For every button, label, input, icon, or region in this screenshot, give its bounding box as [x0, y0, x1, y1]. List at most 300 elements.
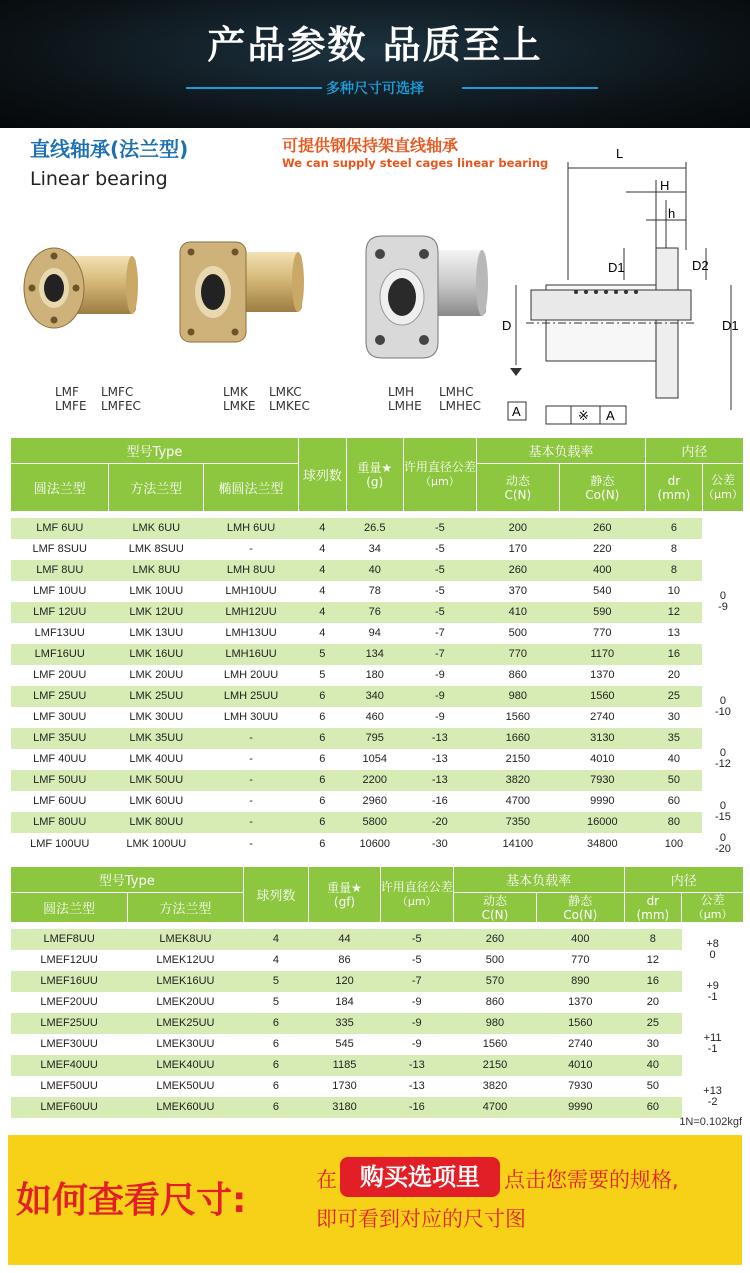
table-cell: 6: [298, 749, 346, 770]
table-cell: LMH 20UU: [204, 665, 299, 686]
table-cell: LMEK25UU: [128, 1013, 243, 1034]
table-cell: -9: [380, 1034, 453, 1055]
table-cell: LMF 40UU: [11, 749, 109, 770]
table-cell: LMK 12UU: [109, 602, 204, 623]
table-cell: 260: [453, 929, 536, 950]
table-cell: 2740: [559, 707, 645, 728]
page-subtitle: 多种尺寸可选择: [326, 81, 424, 97]
table-cell: 6: [298, 770, 346, 791]
table-cell: 4: [298, 623, 346, 644]
header-dr: dr (mm): [645, 464, 702, 512]
spec-table-extended: [10, 866, 744, 1118]
subtitle-line-right: [462, 87, 598, 89]
table-cell: 170: [476, 539, 559, 560]
id-tolerance-cell: +11 -1: [682, 1013, 744, 1076]
dim-H: H: [660, 178, 670, 193]
dimension-drawing: [496, 140, 746, 430]
table-cell: 3180: [309, 1097, 381, 1118]
table-cell: 4: [298, 560, 346, 581]
table-cell: -: [204, 791, 299, 812]
model-label: LMFC: [101, 385, 134, 399]
table-cell: LMEK40UU: [128, 1055, 243, 1076]
how-to-text-rest: 点击您需要的规格,: [504, 1168, 679, 1192]
table-cell: 860: [453, 992, 536, 1013]
table-cell: 2150: [476, 749, 559, 770]
header-tolerance: 许用直径公差 （μm）: [380, 867, 453, 923]
table-cell: 44: [309, 929, 381, 950]
table-cell: 4: [298, 518, 346, 539]
table-cell: 770: [559, 623, 645, 644]
table-cell: 13: [645, 623, 702, 644]
table-row: [11, 518, 744, 539]
table-cell: LMF 8UU: [11, 560, 109, 581]
table-cell: -16: [380, 1097, 453, 1118]
table-cell: -7: [403, 623, 476, 644]
table-cell: 200: [476, 518, 559, 539]
dim-D1-small: D1: [608, 260, 625, 275]
table-cell: 500: [453, 950, 536, 971]
table-cell: 180: [346, 665, 403, 686]
table-row: [11, 1013, 744, 1034]
table-cell: LMEF25UU: [11, 1013, 128, 1034]
table-cell: -7: [380, 971, 453, 992]
table-cell: 590: [559, 602, 645, 623]
table-cell: 20: [624, 992, 682, 1013]
table-cell: LMH10UU: [204, 581, 299, 602]
table-row: [11, 686, 744, 707]
model-label: LMHC: [439, 385, 474, 399]
section-title-cn: 直线轴承(法兰型): [30, 137, 189, 161]
header-static: 静态 Co(N): [537, 893, 624, 923]
page-title: 产品参数 品质至上: [207, 23, 543, 67]
header-type: 型号Type: [11, 438, 299, 464]
table-cell: 12: [645, 602, 702, 623]
table-cell: -5: [403, 518, 476, 539]
header-load: 基本负载率: [476, 438, 645, 464]
header-balls: 球列数: [243, 867, 309, 923]
table-cell: LMK 35UU: [109, 728, 204, 749]
table-cell: 34800: [559, 833, 645, 855]
table-cell: LMF13UU: [11, 623, 109, 644]
table-cell: LMEK60UU: [128, 1097, 243, 1118]
table-cell: LMK 16UU: [109, 644, 204, 665]
how-to-view-size-banner: [8, 1135, 742, 1265]
table-cell: 1560: [537, 1013, 624, 1034]
header-square-flange: 方法兰型: [109, 464, 204, 512]
steel-cage-note-en: We can supply steel cages linear bearing: [282, 156, 549, 170]
table-cell: LMEK30UU: [128, 1034, 243, 1055]
table-cell: 5: [298, 644, 346, 665]
dim-D2: D2: [692, 258, 709, 273]
table-cell: -9: [380, 992, 453, 1013]
header-dr: dr (mm): [624, 893, 682, 923]
table-cell: 3820: [453, 1076, 536, 1097]
table-cell: LMEF8UU: [11, 929, 128, 950]
table-cell: 460: [346, 707, 403, 728]
table-cell: 770: [476, 644, 559, 665]
datum-A: A: [512, 404, 521, 419]
model-label: LMKC: [269, 385, 302, 399]
table-cell: 6: [298, 812, 346, 833]
table-cell: 86: [309, 950, 381, 971]
table-cell: 220: [559, 539, 645, 560]
table-cell: -: [204, 833, 299, 855]
table-cell: 1054: [346, 749, 403, 770]
header-balls: 球列数: [298, 438, 346, 512]
table-cell: 9990: [559, 791, 645, 812]
table-cell: LMEF16UU: [11, 971, 128, 992]
table-cell: -: [204, 728, 299, 749]
models-oval-flange: [388, 385, 482, 413]
model-label: LMH: [388, 385, 415, 399]
model-label: LMKEC: [269, 399, 310, 413]
table-cell: -13: [380, 1055, 453, 1076]
table-row: [11, 833, 744, 855]
table-cell: LMF 12UU: [11, 602, 109, 623]
header-type: 型号Type: [11, 867, 244, 893]
table-cell: LMEF20UU: [11, 992, 128, 1013]
table-cell: LMH 8UU: [204, 560, 299, 581]
section-title-en: Linear bearing: [30, 168, 168, 190]
table-cell: 540: [559, 581, 645, 602]
table-cell: 4: [298, 539, 346, 560]
table-cell: LMK 13UU: [109, 623, 204, 644]
spec-table-standard: [10, 437, 744, 855]
table-cell: LMF 25UU: [11, 686, 109, 707]
table-row: [11, 992, 744, 1013]
table-cell: 4700: [476, 791, 559, 812]
table-cell: 1370: [559, 665, 645, 686]
table-cell: 76: [346, 602, 403, 623]
table-row: [11, 623, 744, 644]
table-row: [11, 1034, 744, 1055]
id-tolerance-cell: 0 -10: [702, 686, 743, 728]
table-cell: 260: [476, 560, 559, 581]
table-cell: 5: [298, 665, 346, 686]
table-row: [11, 707, 744, 728]
table-cell: 400: [537, 929, 624, 950]
table-cell: 335: [309, 1013, 381, 1034]
table-cell: LMK 30UU: [109, 707, 204, 728]
table-cell: 6: [298, 791, 346, 812]
table-cell: 1370: [537, 992, 624, 1013]
dim-L: L: [616, 146, 624, 161]
table-cell: 6: [298, 728, 346, 749]
table-cell: 20: [645, 665, 702, 686]
table-cell: 34: [346, 539, 403, 560]
dim-D: D: [502, 318, 512, 333]
table-cell: 40: [645, 749, 702, 770]
table-cell: 16: [645, 644, 702, 665]
table-cell: LMF 35UU: [11, 728, 109, 749]
table-cell: 14100: [476, 833, 559, 855]
id-tolerance-cell: 0 -15: [702, 791, 743, 833]
table-cell: 860: [476, 665, 559, 686]
table-cell: 4: [298, 602, 346, 623]
table-cell: LMK 80UU: [109, 812, 204, 833]
table-cell: 50: [624, 1076, 682, 1097]
model-label: LMK: [223, 385, 248, 399]
table-cell: 100: [645, 833, 702, 855]
table-row: [11, 581, 744, 602]
round-flange-bearing-image: [20, 236, 140, 336]
table-cell: 30: [624, 1034, 682, 1055]
table-cell: 2740: [537, 1034, 624, 1055]
table-cell: 6: [298, 686, 346, 707]
table-cell: LMF 80UU: [11, 812, 109, 833]
table-row: [11, 791, 744, 812]
table-cell: LMF16UU: [11, 644, 109, 665]
table-cell: -13: [380, 1076, 453, 1097]
table-cell: 400: [559, 560, 645, 581]
table-row: [11, 971, 744, 992]
header-dynamic: 动态 C(N): [453, 893, 536, 923]
table-cell: -5: [403, 560, 476, 581]
table-cell: LMF 20UU: [11, 665, 109, 686]
table-row: [11, 950, 744, 971]
table-cell: -9: [403, 686, 476, 707]
table-cell: -9: [403, 707, 476, 728]
table-cell: LMK 100UU: [109, 833, 204, 855]
table-cell: 40: [346, 560, 403, 581]
table-cell: 120: [309, 971, 381, 992]
table-cell: 7350: [476, 812, 559, 833]
table-row: [11, 770, 744, 791]
table-cell: LMEF30UU: [11, 1034, 128, 1055]
table-cell: -: [204, 812, 299, 833]
table-cell: 10600: [346, 833, 403, 855]
table-cell: -7: [403, 644, 476, 665]
table-cell: 8: [645, 539, 702, 560]
table-cell: 2200: [346, 770, 403, 791]
table-row: [11, 749, 744, 770]
header-weight: 重量★ (g): [346, 438, 403, 512]
header-inner-diameter: 内径: [624, 867, 744, 893]
table-cell: 12: [624, 950, 682, 971]
table-cell: LMEK16UU: [128, 971, 243, 992]
table-cell: 5: [243, 992, 309, 1013]
how-to-text-in: 在: [316, 1168, 337, 1192]
table-row: [11, 539, 744, 560]
table-cell: LMF 8SUU: [11, 539, 109, 560]
table-cell: -16: [403, 791, 476, 812]
table-cell: 25: [624, 1013, 682, 1034]
table-cell: LMH16UU: [204, 644, 299, 665]
dim-D1-large: D1: [722, 318, 739, 333]
table-cell: 8: [624, 929, 682, 950]
header-load: 基本负载率: [453, 867, 624, 893]
table-cell: 40: [624, 1055, 682, 1076]
table-cell: -: [204, 539, 299, 560]
table-cell: 35: [645, 728, 702, 749]
table-cell: -5: [403, 602, 476, 623]
table-row: [11, 602, 744, 623]
table-cell: 570: [453, 971, 536, 992]
table-cell: 78: [346, 581, 403, 602]
table-cell: 1560: [453, 1034, 536, 1055]
table-cell: 545: [309, 1034, 381, 1055]
table-cell: 2960: [346, 791, 403, 812]
table-cell: 60: [624, 1097, 682, 1118]
table-cell: LMEF60UU: [11, 1097, 128, 1118]
oval-flange-bearing-image: [362, 232, 492, 362]
table-cell: 410: [476, 602, 559, 623]
id-tolerance-cell: +9 -1: [682, 971, 744, 1013]
table-cell: 8: [645, 560, 702, 581]
table-row: [11, 929, 744, 950]
table-cell: 6: [298, 833, 346, 855]
table-cell: LMK 40UU: [109, 749, 204, 770]
purchase-options-badge: 购买选项里: [340, 1157, 500, 1197]
table-cell: 770: [537, 950, 624, 971]
table-cell: 795: [346, 728, 403, 749]
table-cell: 1560: [559, 686, 645, 707]
table-cell: LMK 60UU: [109, 791, 204, 812]
table-cell: LMF 100UU: [11, 833, 109, 855]
table-cell: 980: [453, 1013, 536, 1034]
table-cell: 4010: [559, 749, 645, 770]
models-round-flange: [55, 385, 141, 413]
table-cell: -: [204, 770, 299, 791]
table-cell: LMH 30UU: [204, 707, 299, 728]
tolerance-ref-A: A: [606, 408, 615, 423]
id-tolerance-cell: 0 -9: [702, 518, 743, 686]
table-row: [11, 665, 744, 686]
header-static: 静态 Co(N): [559, 464, 645, 512]
table-cell: 1730: [309, 1076, 381, 1097]
table-cell: 340: [346, 686, 403, 707]
table-cell: 94: [346, 623, 403, 644]
table-cell: 6: [298, 707, 346, 728]
table-cell: 3820: [476, 770, 559, 791]
table-cell: 80: [645, 812, 702, 833]
dim-h: h: [668, 206, 676, 221]
table-cell: -: [204, 749, 299, 770]
table-cell: 4010: [537, 1055, 624, 1076]
table-cell: -5: [403, 581, 476, 602]
table-cell: 6: [243, 1055, 309, 1076]
table-row: [11, 728, 744, 749]
table-cell: -30: [403, 833, 476, 855]
table-cell: 980: [476, 686, 559, 707]
table-cell: 4: [243, 929, 309, 950]
table-cell: LMEK20UU: [128, 992, 243, 1013]
header-round-flange: 圆法兰型: [11, 893, 128, 923]
header-round-flange: 圆法兰型: [11, 464, 109, 512]
model-label: LMKE: [223, 399, 256, 413]
table-cell: 370: [476, 581, 559, 602]
model-label: LMFEC: [101, 399, 141, 413]
table-cell: 2150: [453, 1055, 536, 1076]
model-label: LMHEC: [439, 399, 482, 413]
table-cell: 1660: [476, 728, 559, 749]
table-cell: 890: [537, 971, 624, 992]
table-cell: LMH12UU: [204, 602, 299, 623]
header-inner-diameter: 内径: [645, 438, 743, 464]
table-row: [11, 644, 744, 665]
table-cell: 9990: [537, 1097, 624, 1118]
table-cell: -5: [380, 950, 453, 971]
table-cell: 30: [645, 707, 702, 728]
table-cell: -9: [403, 665, 476, 686]
table-cell: LMK 8UU: [109, 560, 204, 581]
table-row: [11, 1055, 744, 1076]
table-cell: LMF 30UU: [11, 707, 109, 728]
table-cell: LMH13UU: [204, 623, 299, 644]
table-cell: -9: [380, 1013, 453, 1034]
table-row: [11, 1097, 744, 1118]
models-square-flange: [223, 385, 310, 413]
table-cell: LMEK50UU: [128, 1076, 243, 1097]
table-cell: 60: [645, 791, 702, 812]
table-cell: -5: [380, 929, 453, 950]
table-cell: 3130: [559, 728, 645, 749]
model-label: LMFE: [55, 399, 87, 413]
how-to-text-line2: 即可看到对应的尺寸图: [316, 1207, 526, 1231]
table-cell: 50: [645, 770, 702, 791]
table-cell: -13: [403, 728, 476, 749]
table-cell: 26.5: [346, 518, 403, 539]
id-tolerance-cell: 0 -12: [702, 728, 743, 791]
table-cell: -13: [403, 770, 476, 791]
table-cell: LMK 50UU: [109, 770, 204, 791]
table-cell: 500: [476, 623, 559, 644]
table-cell: LMK 8SUU: [109, 539, 204, 560]
table-cell: 4: [243, 950, 309, 971]
table-row: [11, 560, 744, 581]
table-cell: 5: [243, 971, 309, 992]
how-to-title: 如何查看尺寸:: [16, 1180, 247, 1221]
table-cell: -20: [403, 812, 476, 833]
table-cell: LMEF12UU: [11, 950, 128, 971]
id-tolerance-cell: +8 0: [682, 929, 744, 971]
header-id-tolerance: 公差 （μm）: [702, 464, 743, 512]
square-flange-bearing-image: [176, 236, 306, 352]
header-dynamic: 动态 C(N): [476, 464, 559, 512]
table-row: [11, 812, 744, 833]
table-cell: LMF 10UU: [11, 581, 109, 602]
table-row: [11, 1076, 744, 1097]
table-cell: 16000: [559, 812, 645, 833]
header-id-tolerance: 公差 （μm）: [682, 893, 744, 923]
table-cell: 6: [243, 1034, 309, 1055]
header-weight: 重量★ (gf): [309, 867, 381, 923]
tolerance-symbol: ※: [578, 408, 589, 423]
header-oval-flange: 椭圆法兰型: [204, 464, 299, 512]
header-banner: [0, 0, 750, 128]
header-square-flange: 方法兰型: [128, 893, 243, 923]
table-cell: 6: [243, 1076, 309, 1097]
table-cell: 1185: [309, 1055, 381, 1076]
table-cell: 10: [645, 581, 702, 602]
table-cell: 7930: [559, 770, 645, 791]
table-cell: 4: [298, 581, 346, 602]
table-cell: 1170: [559, 644, 645, 665]
table-cell: -13: [403, 749, 476, 770]
table-cell: LMH 6UU: [204, 518, 299, 539]
table-cell: LMK 25UU: [109, 686, 204, 707]
model-label: LMF: [55, 385, 79, 399]
table-cell: LMF 50UU: [11, 770, 109, 791]
id-tolerance-cell: 0 -20: [702, 833, 743, 855]
table-cell: 6: [645, 518, 702, 539]
table-cell: LMEK12UU: [128, 950, 243, 971]
table-cell: 25: [645, 686, 702, 707]
table-cell: LMF 60UU: [11, 791, 109, 812]
table-cell: LMEF40UU: [11, 1055, 128, 1076]
table-cell: 184: [309, 992, 381, 1013]
header-tolerance: 许用直径公差 （μm）: [403, 438, 476, 512]
